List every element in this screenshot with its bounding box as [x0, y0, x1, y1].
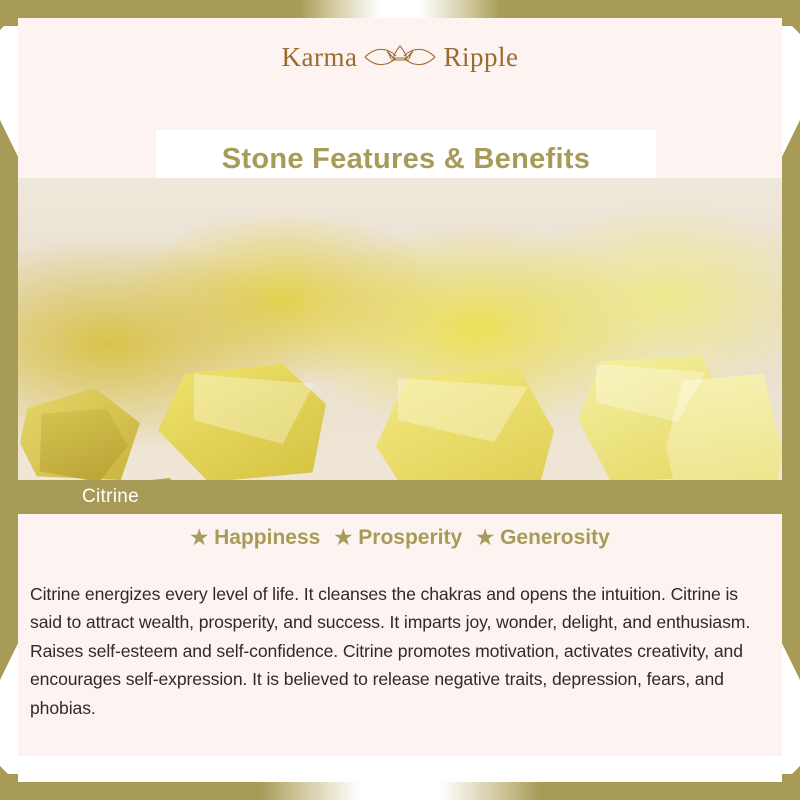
brand-name-left: Karma [281, 41, 358, 72]
citrine-crystals-photo [18, 178, 782, 480]
brand-logo-row [282, 40, 519, 74]
benefits-row [18, 520, 782, 556]
stone-name-bar [18, 480, 782, 514]
lotus-flourish-icon [363, 40, 437, 74]
star-icon: ★ [334, 527, 353, 549]
brand-name-right: Ripple [443, 41, 519, 72]
benefit-label: Prosperity [358, 526, 463, 549]
page-title: Stone Features & Benefits [221, 142, 591, 175]
benefit-item [190, 526, 320, 550]
benefit-item [476, 526, 610, 550]
star-icon: ★ [190, 527, 209, 549]
stone-name: Citrine [82, 486, 140, 507]
content-card [18, 18, 782, 782]
card-bottom-filler [18, 756, 782, 782]
benefit-label: Happiness [214, 526, 321, 549]
benefit-label: Generosity [500, 526, 610, 549]
brand-logo [18, 40, 782, 74]
stone-description: Citrine energizes every level of life. It cleanses the chakras and opens the intuition. Citrine is said to attract wealth, prosperity, and success. It imparts joy, wonder, delight, and enthusiasm. Raises self-esteem and self-confidence. Citrine promotes motivation, activates creativity, and encourages self-expression. It is believed to release negative traits, depression, fears, and phobias. [30, 583, 751, 718]
star-icon: ★ [476, 527, 495, 549]
benefit-item [334, 526, 462, 550]
